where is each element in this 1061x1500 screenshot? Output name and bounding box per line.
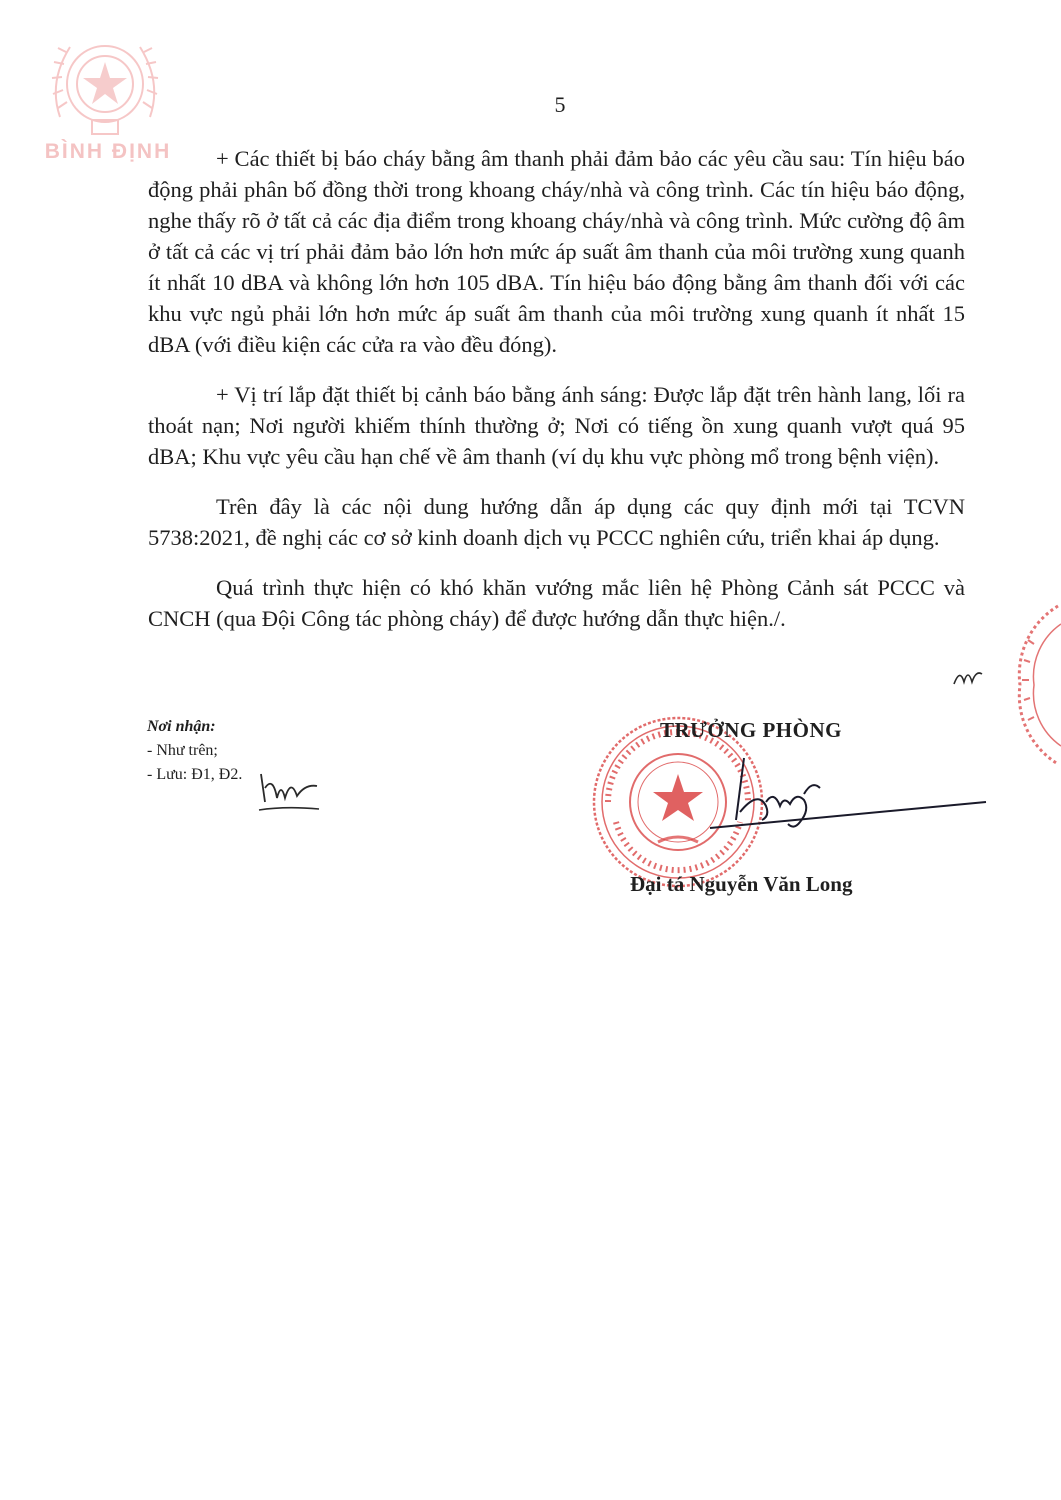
signer-title: TRƯỞNG PHÒNG [660,718,842,742]
paragraph-sound-alarm: + Các thiết bị báo cháy bằng âm thanh phải đảm bảo các yêu cầu sau: Tín hiệu báo động phải phân bố đồng thời trong khoang cháy/nhà và công trình. Các tín hiệu báo động, nghe thấy rõ ở tất cả các địa điểm trong khoang cháy/nhà và công trình. Mức cường độ âm ở tất cả các vị trí phải đảm bảo lớn hơn mức áp suất âm thanh của môi trường xung quanh ít nhất 10 dBA và không lớn hơn 105 dBA. Tín hiệu báo động bằng âm thanh đối với các khu vực ngủ phải lớn hơn mức áp suất âm thanh của môi trường xung quanh ít nhất 15 dBA (với điều kiện các cửa ra vào đều đóng). [148,146,965,357]
signer-name: Đại tá Nguyễn Văn Long [630,872,853,896]
edge-seal-icon [1000,600,1061,770]
initial-mark-icon [952,664,986,690]
paragraph-light-alarm: + Vị trí lắp đặt thiết bị cảnh báo bằng ánh sáng: Được lắp đặt trên hành lang, lối ra thoát nạn; Nơi người khiếm thính thường ở; Nơi có tiếng ồn xung quanh vượt quá 95 dBA; Khu vực yêu cầu hạn chế về âm thanh (ví dụ khu vực phòng mổ trong bệnh viện). [148,382,965,469]
page-number: 5 [554,92,566,117]
recipient-item: - Lưu: Đ1, Đ2. [147,766,243,783]
recipient-item: - Như trên; [147,742,218,759]
handwritten-initial-icon [255,768,325,816]
recipients [147,715,242,787]
logo-caption: BÌNH ĐỊNH [44,140,172,163]
paragraph-contact: Quá trình thực hiện có khó khăn vướng mắc liên hệ Phòng Cảnh sát PCCC và CNCH (qua Đội Công tác phòng cháy) để được hướng dẫn thực hiện./. [148,575,965,631]
body-text [148,143,965,653]
handwritten-signature-icon [700,750,990,840]
paragraph-summary: Trên đây là các nội dung hướng dẫn áp dụng các quy định mới tại TCVN 5738:2021, đề nghị các cơ sở kinh doanh dịch vụ PCCC nghiên cứu, triển khai áp dụng. [148,494,965,550]
recipients-heading: Nơi nhận: [147,718,216,735]
